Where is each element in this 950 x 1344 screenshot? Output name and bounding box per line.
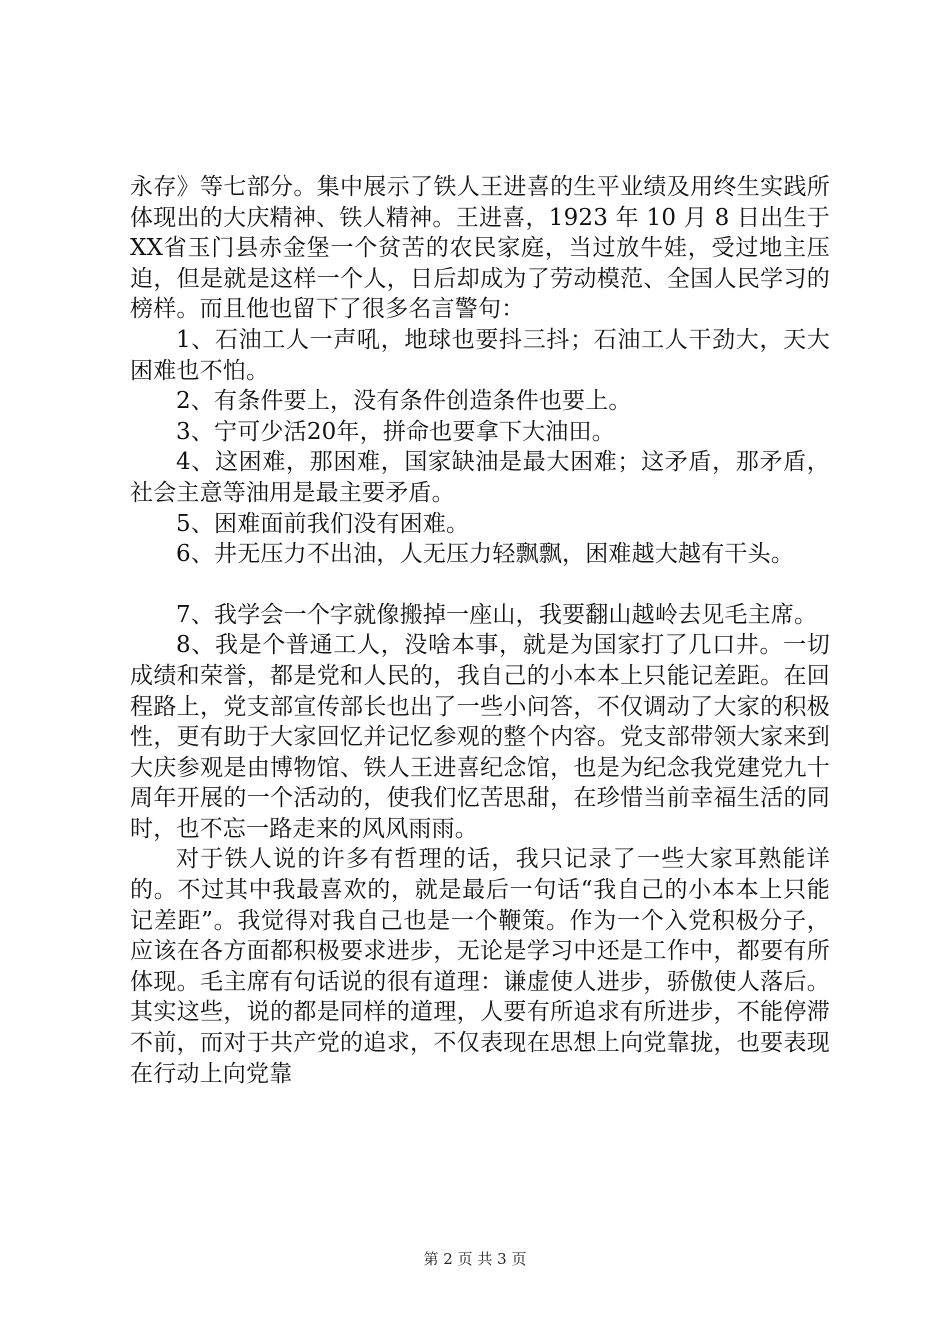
paragraph-intro: 永存》等七部分。集中展示了铁人王进喜的生平业绩及用终生实践所体现出的大庆精神、铁人精神。王进喜，1923 年 10 月 8 日出生于XX省玉门县赤金堡一个贫苦的农民家庭，当过放牛娃，受过地主压迫，但是就是这样一个人，日后却成为了劳动模范、全国人民学习的榜样。而且他也留下了很多名言警句： bbox=[130, 174, 830, 323]
quote-item-4: 4、这困难，那困难，国家缺油是最大困难；这矛盾，那矛盾，社会主意等油用是最主要矛盾。 bbox=[130, 449, 830, 506]
quote-item-1: 1、石油工人一声吼，地球也要抖三抖；石油工人干劲大，天大困难也不怕。 bbox=[130, 326, 830, 384]
page-footer: 第 2 页 共 3 页 bbox=[423, 1250, 527, 1268]
quote-item-7: 7、我学会一个字就像搬掉一座山，我要翻山越岭去见毛主席。 bbox=[176, 601, 818, 628]
quote-item-5: 5、困难面前我们没有困难。 bbox=[176, 510, 470, 537]
quote-item-8: 8、我是个普通工人，没啥本事，就是为国家打了几口井。一切成绩和荣誉，都是党和人民的，我自己的小本本上只能记差距。在回程路上，党支部宣传部长也出了一些小问答，不仅调动了大家的积极性，更有助于大家回忆并记忆参观的整个内容。党支部带领大家来到大庆参观是由博物馆、铁人王进喜纪念馆，也是为纪念我党建党九十周年开展的一个活动的，使我们忆苦思甜，在珍惜当前幸福生活的同时，也不忘一路走来的风风雨雨。 bbox=[130, 632, 830, 842]
quote-item-3: 3、宁可少活20年，拼命也要拿下大油田。 bbox=[176, 418, 615, 445]
paragraph-reflection: 对于铁人说的许多有哲理的话，我只记录了一些大家耳熟能详的。不过其中我最喜欢的，就是最后一句话“我自己的小本本上只能记差距”。我觉得对我自己也是一个鞭策。作为一个入党积极分子，应该在各方面都积极要求进步，无论是学习中还是工作中，都要有所体现。毛主席有句话说的很有道理：谦虚使人进步，骄傲使人落后。其实这些，说的都是同样的道理，人要有所追求有所进步，不能停滞不前，而对于共产党的追求，不仅表现在思想上向党靠拢，也要表现在行动上向党靠 bbox=[130, 846, 830, 1087]
quote-item-6: 6、井无压力不出油，人无压力轻飘飘，困难越大越有干头。 bbox=[176, 541, 795, 568]
document-body bbox=[130, 172, 830, 1089]
quote-item-2: 2、有条件要上，没有条件创造条件也要上。 bbox=[176, 388, 632, 415]
